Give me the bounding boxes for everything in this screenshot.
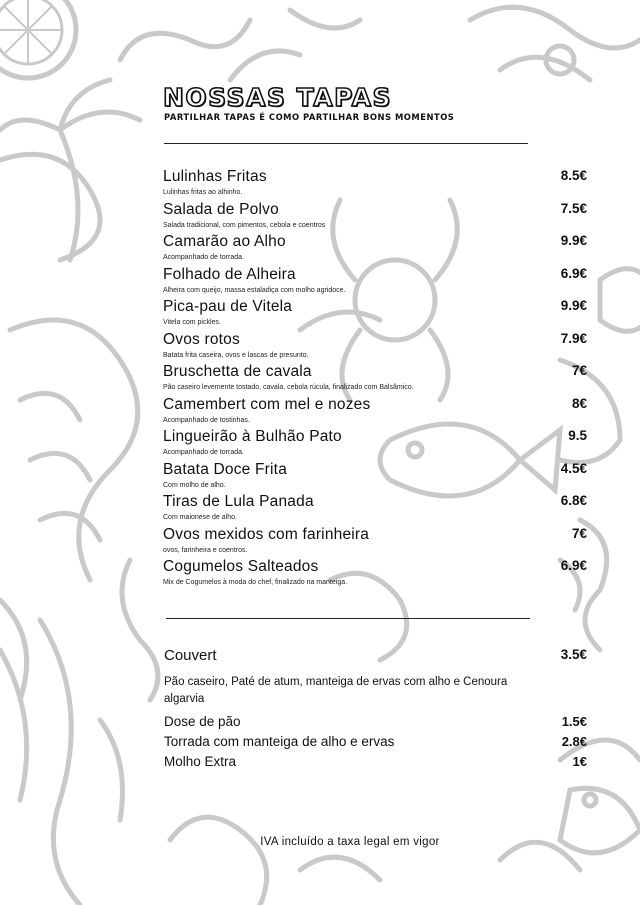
extra-item <box>164 713 587 733</box>
menu-item-name: Tiras de Lula Panada <box>163 493 314 510</box>
menu-item <box>163 297 587 330</box>
extra-item-name: Dose de pão <box>164 714 241 729</box>
menu-item-description: Batata frita caseira, ovos e lascas de presunto. <box>163 351 309 359</box>
menu-item-description: Alheira com queijo, massa estaladiça com molho agridoce. <box>163 286 346 294</box>
menu-item-price: 7€ <box>571 363 587 378</box>
extra-item-name: Torrada com manteiga de alho e ervas <box>164 734 395 749</box>
menu-item-description: Salada tradicional, com pimentos, cebola e coentros <box>163 221 326 229</box>
vat-note: IVA incluído a taxa legal em vigor <box>260 836 440 848</box>
page-title: NOSSAS TAPAS <box>163 83 392 112</box>
extras-list <box>164 713 587 773</box>
extra-item-price: 1.5€ <box>561 714 587 729</box>
menu-item-price: 7.5€ <box>560 200 587 216</box>
menu-item <box>163 330 587 363</box>
menu-item-price: 6.9€ <box>560 265 587 281</box>
couvert-description: Pão caseiro, Paté de atum, manteiga de ervas com alho e Cenoura algarvia <box>164 676 508 705</box>
menu-item-price: 9.9€ <box>560 233 587 248</box>
menu-item-description: Com molho de alho. <box>163 481 226 489</box>
menu-item <box>163 362 587 395</box>
menu-item-price: 7€ <box>571 525 587 541</box>
menu-item <box>163 232 587 265</box>
menu-item <box>163 492 587 525</box>
menu-item-name: Lulinhas Fritas <box>163 168 267 185</box>
menu-item <box>163 525 587 558</box>
menu-item <box>163 200 587 233</box>
menu-item-name: Bruschetta de cavala <box>163 363 312 380</box>
menu-item-description: Lulinhas fritas ao alhinho. <box>163 189 243 196</box>
menu-item-price: 9.9€ <box>560 298 587 313</box>
menu-item-name: Ovos mexidos com farinheira <box>163 525 370 543</box>
menu-item-name: Camarão ao Alho <box>163 233 286 250</box>
extra-item <box>164 733 587 753</box>
tapas-menu-list <box>163 167 587 590</box>
extra-item <box>164 753 587 773</box>
menu-item-description: Pão caseiro levemente tostado, cavala, cebola rúcula, finalizado com Balsâmico. <box>163 384 414 391</box>
menu-item <box>163 265 587 298</box>
menu-item-price: 6.8€ <box>560 493 587 508</box>
middle-divider <box>166 618 530 619</box>
extra-item-price: 2.8€ <box>561 734 587 749</box>
menu-item-name: Cogumelos Salteados <box>163 558 319 575</box>
menu-item-price: 7.9€ <box>560 330 587 346</box>
menu-item-description: Com maionese de alho. <box>163 514 237 521</box>
menu-item-name: Lingueirão à Bulhão Pato <box>163 428 342 445</box>
menu-item-name: Ovos rotos <box>163 330 240 348</box>
menu-item <box>163 557 587 590</box>
menu-item-description: Acompanhado de torrada. <box>163 254 244 261</box>
top-divider <box>164 143 528 144</box>
menu-item-name: Camembert com mel e nozes <box>163 395 371 413</box>
couvert-price: 3.5€ <box>560 647 587 662</box>
menu-item <box>163 427 587 460</box>
menu-item-description: Vitela com pickles. <box>163 319 221 326</box>
menu-item-price: 6.9€ <box>560 558 587 573</box>
menu-item-price: 8€ <box>571 395 587 411</box>
menu-item-name: Folhado de Alheira <box>163 265 296 283</box>
menu-item-price: 4.5€ <box>560 460 587 476</box>
menu-item <box>163 460 587 493</box>
menu-item <box>163 167 587 200</box>
menu-item <box>163 395 587 428</box>
menu-item-name: Batata Doce Frita <box>163 460 288 478</box>
menu-item-name: Pica-pau de Vitela <box>163 298 293 315</box>
menu-item-description: Mix de Cogumelos à moda do chef, finalizado na manteiga. <box>163 579 348 586</box>
page-subtitle: PARTILHAR TAPAS É COMO PARTILHAR BONS MOMENTOS <box>164 112 455 122</box>
extra-item-name: Molho Extra <box>164 754 237 769</box>
extra-item-price: 1€ <box>572 754 587 769</box>
menu-item-price: 9.5 <box>568 428 587 443</box>
menu-item-description: Acompanhado de torrada. <box>163 449 244 456</box>
couvert-title: Couvert <box>164 647 217 664</box>
menu-item-name: Salada de Polvo <box>163 200 279 218</box>
menu-item-description: ovos, farinheira e coentros. <box>163 546 248 554</box>
menu-item-price: 8.5€ <box>560 168 587 183</box>
menu-item-description: Acompanhado de tostinhas. <box>163 416 250 424</box>
